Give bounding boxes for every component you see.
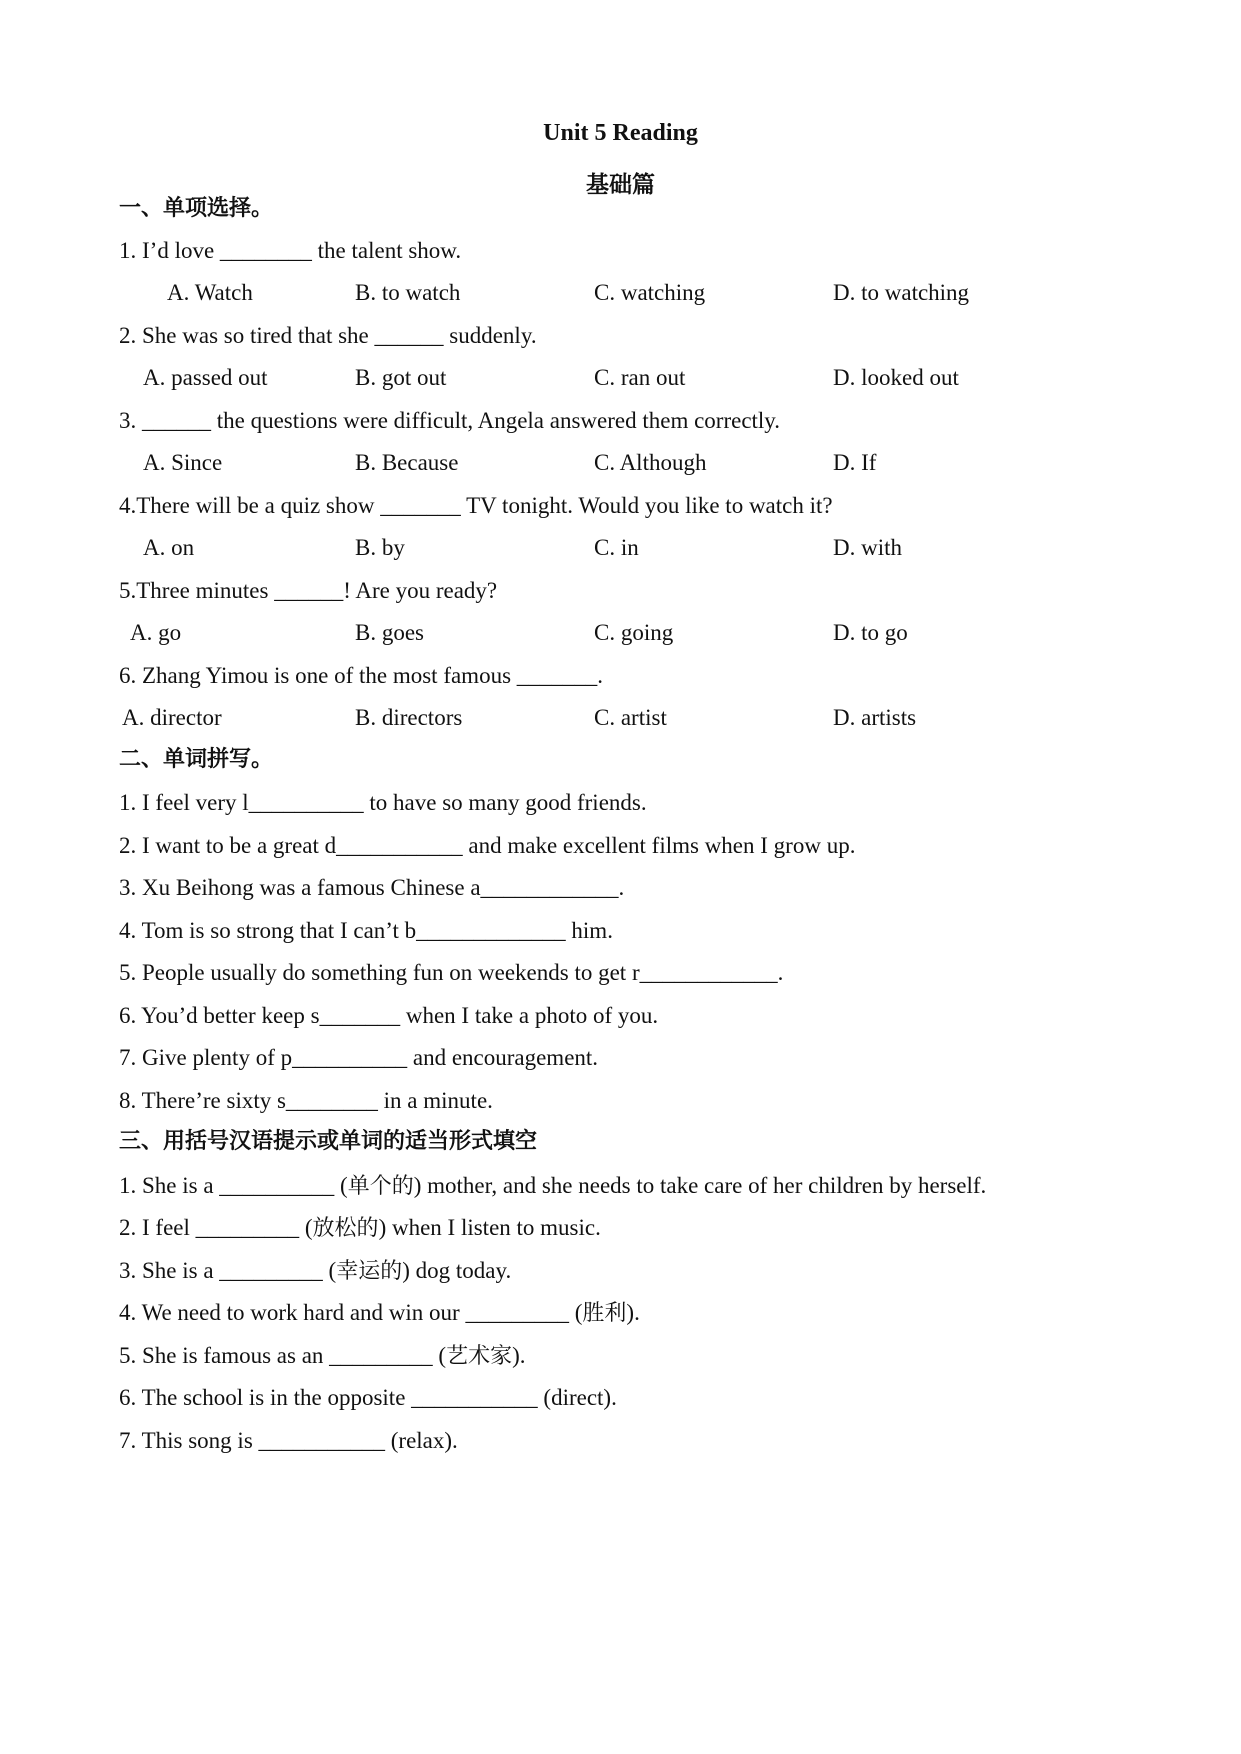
fill-item-2 — [119, 1213, 601, 1244]
spelling-item-5: 5. People usually do something fun on weekends to get r____________. — [119, 960, 784, 985]
question-5: 5.Three minutes ______! Are you ready? — [119, 578, 498, 603]
q6-option-d: D. artists — [833, 705, 917, 730]
q1-option-c: C. watching — [594, 280, 706, 305]
fill-item-4-hint: 胜利 — [582, 1301, 627, 1326]
section-heading-fill-in: 三、用括号汉语提示或单词的适当形式填空 — [119, 1129, 538, 1154]
q6-option-a: A. director — [122, 705, 222, 730]
page-subtitle: 基础篇 — [586, 172, 655, 198]
spelling-item-8: 8. There’re sixty s________ in a minute. — [119, 1088, 493, 1113]
fill-item-3-after: ) dog today. — [402, 1258, 512, 1283]
fill-item-1-before: 1. She is a __________ ( — [119, 1173, 348, 1198]
q6-option-b: B. directors — [355, 705, 463, 730]
q3-option-b: B. Because — [355, 450, 459, 475]
fill-item-1-hint: 单个的 — [347, 1174, 414, 1199]
q5-option-c: C. going — [594, 620, 674, 645]
section-heading-spelling: 二、单词拼写。 — [119, 747, 274, 772]
fill-item-3-hint: 幸运的 — [336, 1259, 403, 1284]
q4-option-b: B. by — [355, 535, 405, 560]
q4-option-d: D. with — [833, 535, 902, 560]
q1-option-a: A. Watch — [167, 280, 253, 305]
q2-option-a: A. passed out — [143, 365, 268, 390]
fill-item-2-hint: 放松的 — [312, 1216, 379, 1241]
question-1: 1. I’d love ________ the talent show. — [119, 238, 462, 263]
q3-option-c: C. Although — [594, 450, 707, 475]
fill-item-5-before: 5. She is famous as an _________ ( — [119, 1343, 447, 1368]
fill-item-6 — [119, 1383, 617, 1413]
question-2: 2. She was so tired that she ______ suddenly. — [119, 323, 537, 348]
spelling-item-4: 4. Tom is so strong that I can’t b_____________ him. — [119, 918, 613, 943]
spelling-item-7: 7. Give plenty of p__________ and encouragement. — [119, 1045, 599, 1070]
fill-item-3-before: 3. She is a _________ ( — [119, 1258, 337, 1283]
page-title: Unit 5 Reading — [543, 120, 698, 146]
q6-option-c: C. artist — [594, 705, 667, 730]
fill-item-6-before: 6. The school is in the opposite ___________ (direct). — [119, 1385, 617, 1410]
spelling-item-1: 1. I feel very l__________ to have so many good friends. — [119, 790, 647, 815]
q2-option-c: C. ran out — [594, 365, 686, 390]
fill-item-3 — [119, 1256, 511, 1287]
q1-option-d: D. to watching — [833, 280, 970, 305]
fill-item-1-after: ) mother, and she needs to take care of her children by herself. — [413, 1173, 987, 1198]
fill-item-1 — [119, 1171, 986, 1202]
spelling-item-6: 6. You’d better keep s_______ when I take a photo of you. — [119, 1003, 659, 1028]
fill-item-4-after: ). — [626, 1300, 640, 1325]
fill-item-2-after: ) when I listen to music. — [378, 1215, 601, 1240]
spelling-item-3: 3. Xu Beihong was a famous Chinese a____________. — [119, 875, 625, 900]
fill-item-4 — [119, 1298, 640, 1329]
section-heading-multiple-choice: 一、单项选择。 — [119, 196, 274, 221]
q5-option-b: B. goes — [355, 620, 424, 645]
fill-item-7 — [119, 1426, 458, 1456]
q3-option-a: A. Since — [143, 450, 223, 475]
q2-option-b: B. got out — [355, 365, 447, 390]
q5-option-d: D. to go — [833, 620, 908, 645]
question-3: 3. ______ the questions were difficult, Angela answered them correctly. — [119, 408, 781, 433]
question-6: 6. Zhang Yimou is one of the most famous _______. — [119, 663, 604, 688]
q5-option-a: A. go — [130, 620, 182, 645]
q4-option-a: A. on — [143, 535, 195, 560]
spelling-item-2: 2. I want to be a great d___________ and make excellent films when I grow up. — [119, 833, 856, 858]
fill-item-2-before: 2. I feel _________ ( — [119, 1215, 313, 1240]
question-4: 4.There will be a quiz show _______ TV tonight. Would you like to watch it? — [119, 493, 833, 518]
q4-option-c: C. in — [594, 535, 639, 560]
fill-item-5-after: ). — [512, 1343, 526, 1368]
fill-item-5 — [119, 1341, 526, 1372]
q3-option-d: D. If — [833, 450, 877, 475]
fill-item-4-before: 4. We need to work hard and win our _________ ( — [119, 1300, 583, 1325]
q2-option-d: D. looked out — [833, 365, 959, 390]
q1-option-b: B. to watch — [355, 280, 461, 305]
fill-item-7-before: 7. This song is ___________ (relax). — [119, 1428, 458, 1453]
fill-item-5-hint: 艺术家 — [446, 1344, 513, 1369]
